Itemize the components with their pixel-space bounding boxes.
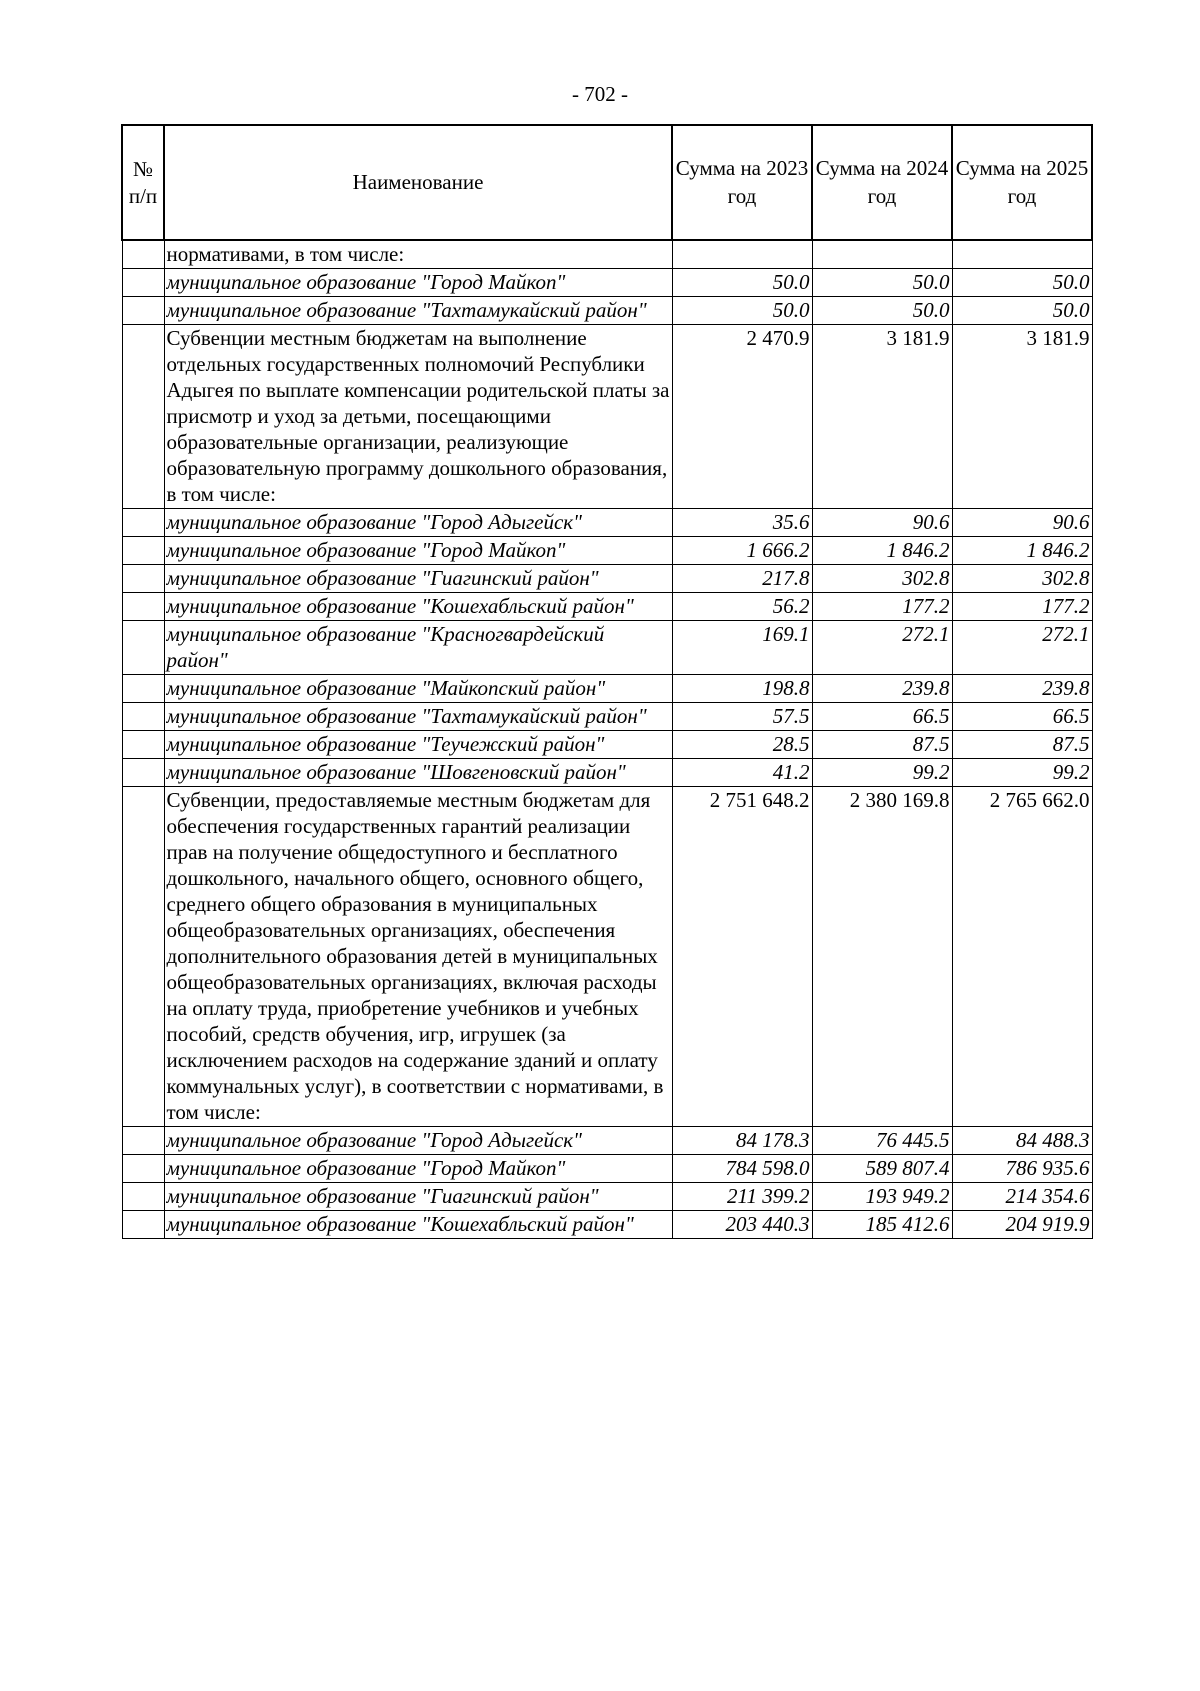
table-row (122, 537, 1092, 565)
row-value-2023: 41.2 (672, 759, 812, 787)
row-value-2023: 28.5 (672, 731, 812, 759)
row-value-2025: 50.0 (952, 297, 1092, 325)
header-2023: Сумма на 2023 год (672, 125, 812, 240)
row-name-cell: муниципальное образование "Город Адыгейск" (164, 509, 672, 537)
row-value-2025: 99.2 (952, 759, 1092, 787)
row-value-2024: 302.8 (812, 565, 952, 593)
row-num-cell (122, 593, 164, 621)
row-num-cell (122, 675, 164, 703)
row-num-cell (122, 1183, 164, 1211)
row-name-cell: муниципальное образование "Майкопский район" (164, 675, 672, 703)
row-value-2025: 84 488.3 (952, 1127, 1092, 1155)
table-row (122, 593, 1092, 621)
table-row (122, 509, 1092, 537)
budget-table (121, 124, 1093, 1239)
table-row (122, 621, 1092, 675)
row-value-2025: 50.0 (952, 269, 1092, 297)
row-value-2024: 90.6 (812, 509, 952, 537)
table-row (122, 731, 1092, 759)
table-body (122, 240, 1092, 1239)
row-name-cell: муниципальное образование "Кошехабльский район" (164, 1211, 672, 1239)
table-row (122, 565, 1092, 593)
row-value-2025 (952, 240, 1092, 269)
row-name-cell: муниципальное образование "Шовгеновский район" (164, 759, 672, 787)
row-value-2024: 177.2 (812, 593, 952, 621)
header-2024: Сумма на 2024 год (812, 125, 952, 240)
row-name-cell: муниципальное образование "Гиагинский район" (164, 1183, 672, 1211)
row-value-2025: 177.2 (952, 593, 1092, 621)
row-num-cell (122, 1155, 164, 1183)
table-row (122, 703, 1092, 731)
table-row (122, 297, 1092, 325)
row-num-cell (122, 509, 164, 537)
row-name-cell: Субвенции, предоставляемые местным бюджетам для обеспечения государственных гарантий реализации прав на получение общедоступного и бесплатного дошкольного, начального общего, основного общего, среднего общего образования в муниципальных общеобразовательных организациях, обеспечения дополнительного образования детей в муниципальных общеобразовательных организациях, включая расходы на оплату труда, приобретение учебников и учебных пособий, средств обучения, игр, игрушек (за исключением расходов на содержание зданий и оплату коммунальных услуг), в соответствии с нормативами, в том числе: (164, 787, 672, 1127)
row-name-cell: муниципальное образование "Город Майкоп" (164, 269, 672, 297)
row-name-cell: Субвенции местным бюджетам на выполнение отдельных государственных полномочий Республики Адыгея по выплате компенсации родительской платы за присмотр и уход за детьми, посещающими образовательные организации, реализующие образовательную программу дошкольного образования, в том числе: (164, 325, 672, 509)
row-value-2023: 203 440.3 (672, 1211, 812, 1239)
row-name-cell: муниципальное образование "Тахтамукайский район" (164, 297, 672, 325)
row-value-2024: 50.0 (812, 297, 952, 325)
table-row (122, 1155, 1092, 1183)
row-value-2023: 35.6 (672, 509, 812, 537)
table-header (122, 125, 1092, 240)
row-name-cell: муниципальное образование "Город Майкоп" (164, 537, 672, 565)
row-num-cell (122, 621, 164, 675)
row-value-2025: 87.5 (952, 731, 1092, 759)
row-name-cell: нормативами, в том числе: (164, 240, 672, 269)
row-value-2024: 76 445.5 (812, 1127, 952, 1155)
row-num-cell (122, 703, 164, 731)
row-value-2023 (672, 240, 812, 269)
header-num: № п/п (122, 125, 164, 240)
row-value-2023: 50.0 (672, 297, 812, 325)
row-num-cell (122, 537, 164, 565)
table-row (122, 269, 1092, 297)
row-value-2024: 185 412.6 (812, 1211, 952, 1239)
table-row (122, 1183, 1092, 1211)
row-value-2025: 1 846.2 (952, 537, 1092, 565)
row-value-2023: 211 399.2 (672, 1183, 812, 1211)
row-value-2023: 57.5 (672, 703, 812, 731)
row-name-cell: муниципальное образование "Теучежский район" (164, 731, 672, 759)
row-num-cell (122, 731, 164, 759)
row-value-2023: 84 178.3 (672, 1127, 812, 1155)
row-value-2024: 272.1 (812, 621, 952, 675)
row-num-cell (122, 565, 164, 593)
row-value-2025: 786 935.6 (952, 1155, 1092, 1183)
row-name-cell: муниципальное образование "Гиагинский район" (164, 565, 672, 593)
table-row (122, 1127, 1092, 1155)
row-num-cell (122, 1127, 164, 1155)
row-value-2023: 56.2 (672, 593, 812, 621)
table-row (122, 759, 1092, 787)
row-num-cell (122, 759, 164, 787)
row-name-cell: муниципальное образование "Тахтамукайский район" (164, 703, 672, 731)
row-num-cell (122, 240, 164, 269)
row-num-cell (122, 269, 164, 297)
row-num-cell (122, 297, 164, 325)
row-value-2024: 99.2 (812, 759, 952, 787)
row-value-2025: 239.8 (952, 675, 1092, 703)
row-num-cell (122, 787, 164, 1127)
row-value-2025: 66.5 (952, 703, 1092, 731)
row-value-2024: 3 181.9 (812, 325, 952, 509)
header-2025: Сумма на 2025 год (952, 125, 1092, 240)
row-value-2024: 1 846.2 (812, 537, 952, 565)
row-num-cell (122, 325, 164, 509)
row-name-cell: муниципальное образование "Город Адыгейск" (164, 1127, 672, 1155)
header-name: Наименование (164, 125, 672, 240)
row-value-2024: 2 380 169.8 (812, 787, 952, 1127)
table-row (122, 325, 1092, 509)
row-value-2024: 589 807.4 (812, 1155, 952, 1183)
row-value-2023: 50.0 (672, 269, 812, 297)
row-value-2025: 214 354.6 (952, 1183, 1092, 1211)
table-row (122, 787, 1092, 1127)
row-value-2023: 2 470.9 (672, 325, 812, 509)
table-row (122, 675, 1092, 703)
row-value-2025: 302.8 (952, 565, 1092, 593)
row-value-2024: 87.5 (812, 731, 952, 759)
table-row (122, 240, 1092, 269)
row-name-cell: муниципальное образование "Кошехабльский район" (164, 593, 672, 621)
row-value-2023: 784 598.0 (672, 1155, 812, 1183)
page-number: - 702 - (572, 82, 628, 106)
row-value-2024 (812, 240, 952, 269)
row-value-2024: 50.0 (812, 269, 952, 297)
row-name-cell: муниципальное образование "Красногвардейский район" (164, 621, 672, 675)
row-value-2025: 3 181.9 (952, 325, 1092, 509)
row-value-2025: 272.1 (952, 621, 1092, 675)
row-name-cell: муниципальное образование "Город Майкоп" (164, 1155, 672, 1183)
row-value-2023: 217.8 (672, 565, 812, 593)
row-num-cell (122, 1211, 164, 1239)
row-value-2023: 2 751 648.2 (672, 787, 812, 1127)
row-value-2023: 198.8 (672, 675, 812, 703)
row-value-2025: 204 919.9 (952, 1211, 1092, 1239)
row-value-2023: 169.1 (672, 621, 812, 675)
row-value-2025: 90.6 (952, 509, 1092, 537)
row-value-2025: 2 765 662.0 (952, 787, 1092, 1127)
row-value-2024: 239.8 (812, 675, 952, 703)
table-row (122, 1211, 1092, 1239)
row-value-2024: 66.5 (812, 703, 952, 731)
row-value-2023: 1 666.2 (672, 537, 812, 565)
row-value-2024: 193 949.2 (812, 1183, 952, 1211)
